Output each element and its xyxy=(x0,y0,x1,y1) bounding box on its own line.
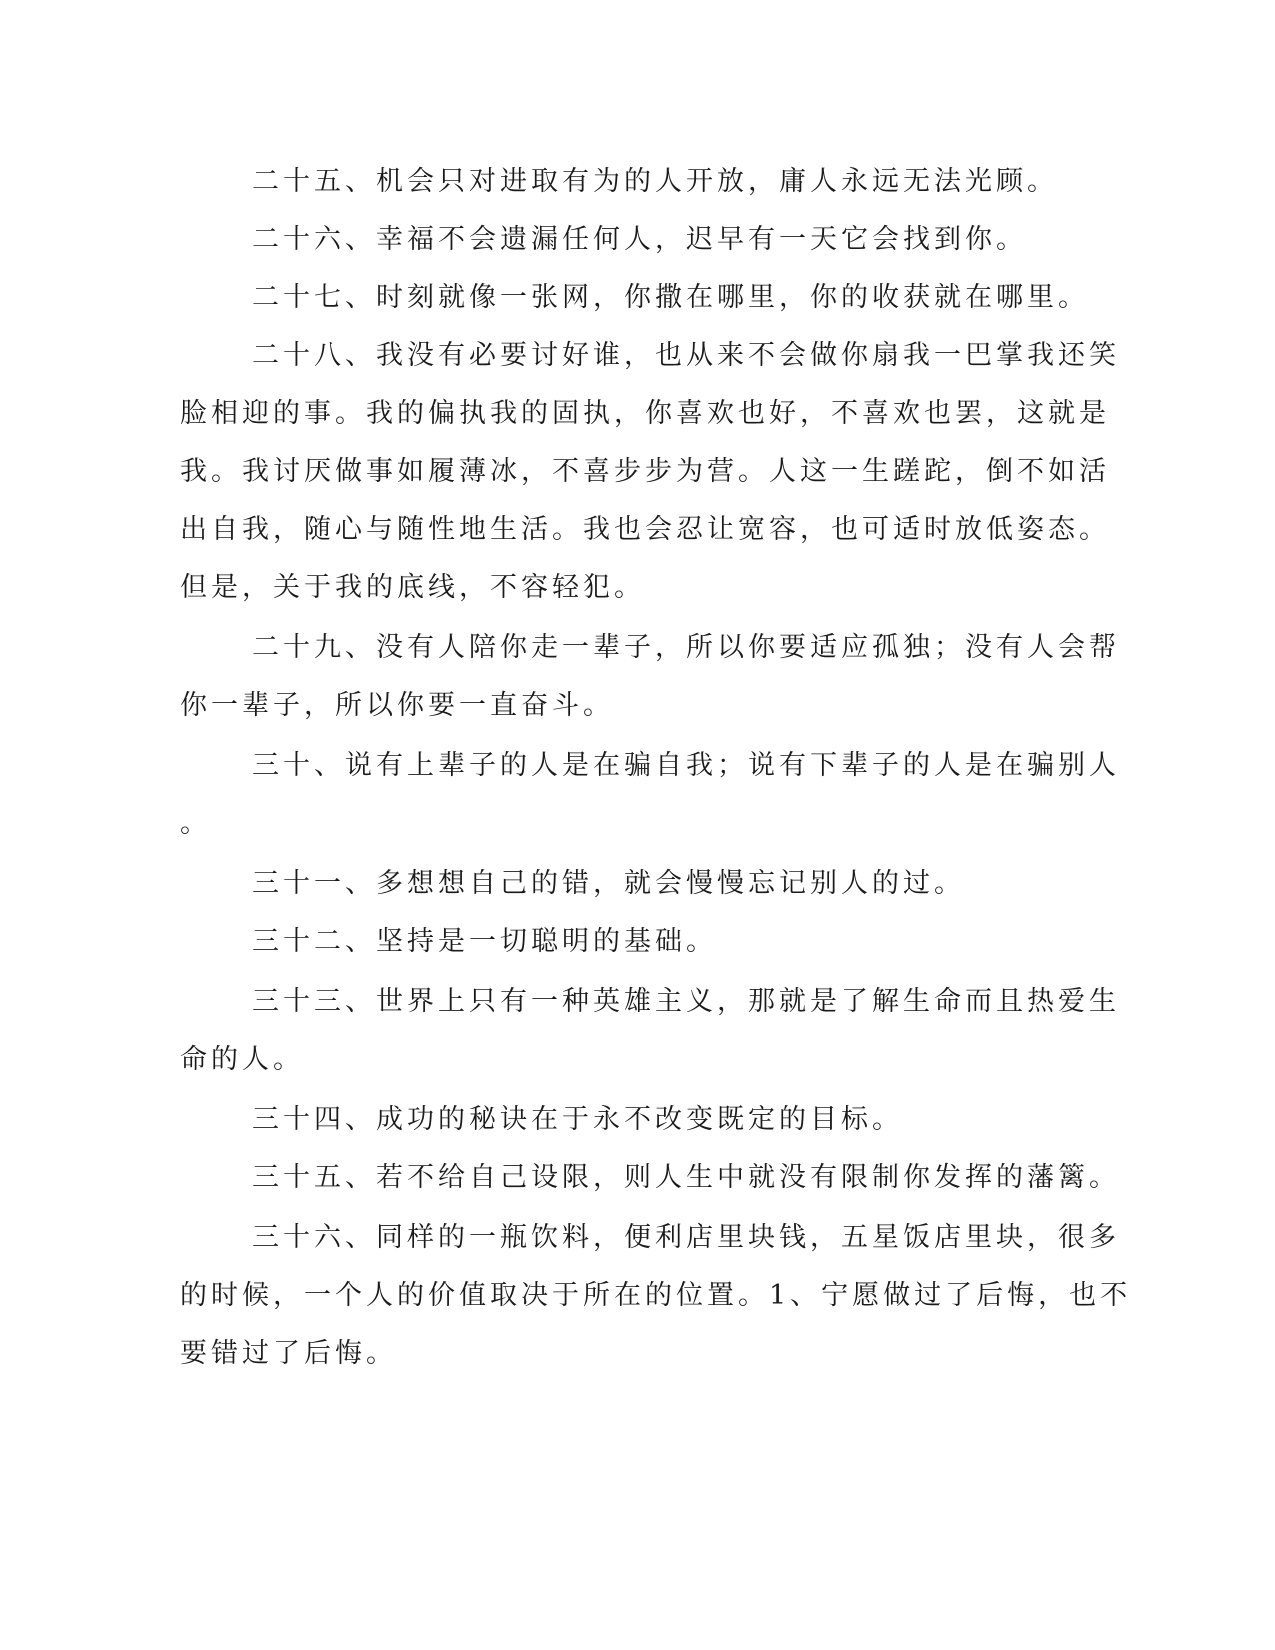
text-line: 三十一、多想想自己的错，就会慢慢忘记别人的过。 xyxy=(252,868,965,899)
text-line: 我。我讨厌做事如履薄冰，不喜步步为营。人这一生蹉跎，倒不如活 xyxy=(180,456,1110,487)
text-line: 你一辈子，所以你要一直奋斗。 xyxy=(180,690,614,721)
text-line: 命的人。 xyxy=(180,1044,304,1075)
text-line: 的时候，一个人的价值取决于所在的位置。1、宁愿做过了后悔，也不 xyxy=(180,1280,1132,1311)
text-line: 脸相迎的事。我的偏执我的固执，你喜欢也好，不喜欢也罢，这就是 xyxy=(180,398,1110,429)
text-line: 但是，关于我的底线，不容轻犯。 xyxy=(180,572,645,603)
text-line: 三十、说有上辈子的人是在骗自我；说有下辈子的人是在骗别人 xyxy=(252,750,1120,781)
text-line: 二十六、幸福不会遗漏任何人，迟早有一天它会找到你。 xyxy=(252,224,1027,255)
text-line: 三十二、坚持是一切聪明的基础。 xyxy=(252,926,717,957)
text-line: 三十五、若不给自己设限，则人生中就没有限制你发挥的藩篱。 xyxy=(252,1162,1120,1193)
text-line: 三十六、同样的一瓶饮料，便利店里块钱，五星饭店里块，很多 xyxy=(252,1222,1120,1253)
text-line: 三十四、成功的秘诀在于永不改变既定的目标。 xyxy=(252,1104,903,1135)
text-line: 二十五、机会只对进取有为的人开放，庸人永远无法光顾。 xyxy=(252,166,1058,197)
text-line: 二十九、没有人陪你走一辈子，所以你要适应孤独；没有人会帮 xyxy=(252,632,1120,663)
text-line: 三十三、世界上只有一种英雄主义，那就是了解生命而且热爱生 xyxy=(252,986,1120,1017)
text-line: 二十七、时刻就像一张网，你撒在哪里，你的收获就在哪里。 xyxy=(252,282,1089,313)
text-line: 。 xyxy=(180,808,211,839)
text-line: 出自我，随心与随性地生活。我也会忍让宽容，也可适时放低姿态。 xyxy=(180,514,1110,545)
text-line: 要错过了后悔。 xyxy=(180,1338,397,1369)
text-line: 二十八、我没有必要讨好谁，也从来不会做你扇我一巴掌我还笑 xyxy=(252,340,1120,371)
